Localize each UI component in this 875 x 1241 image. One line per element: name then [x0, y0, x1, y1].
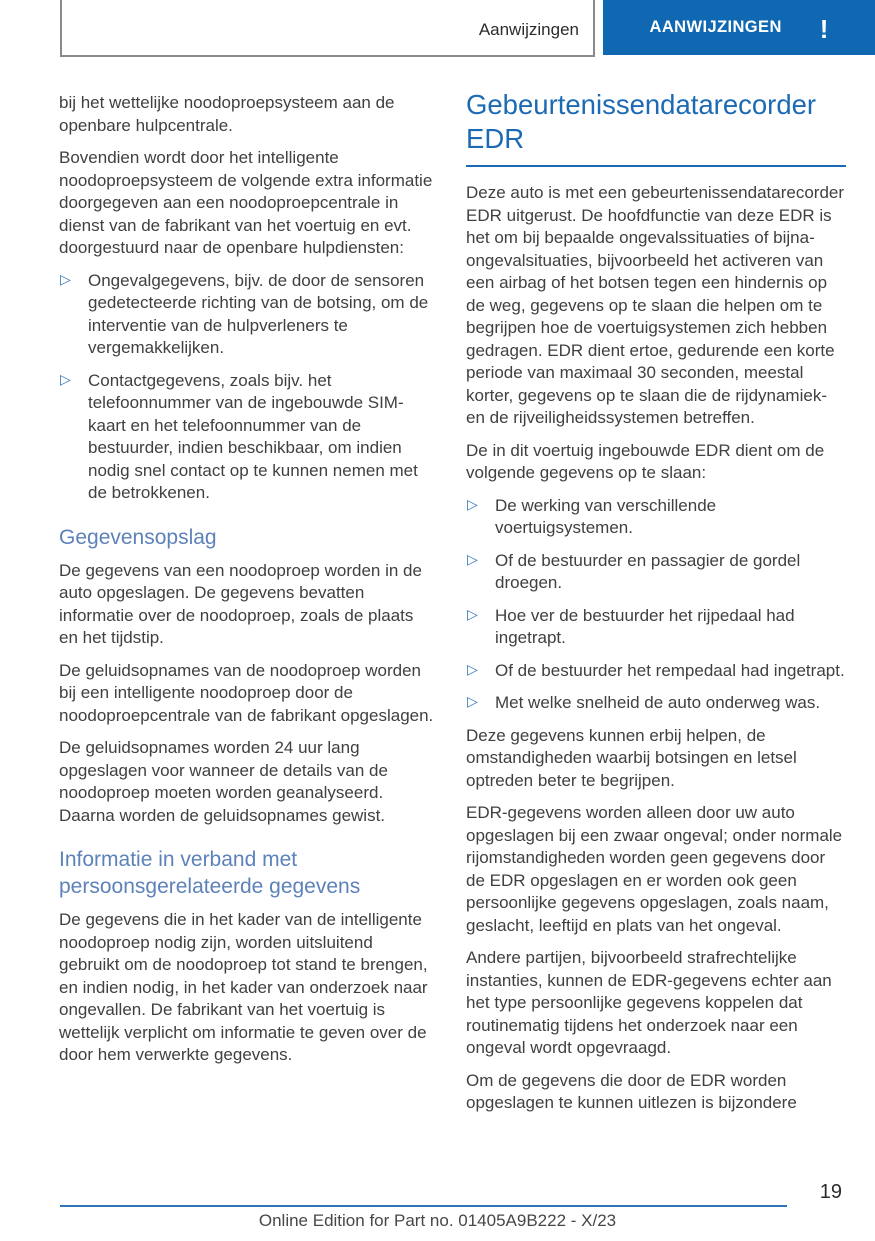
- paragraph: Bovendien wordt door het intelligente noodoproepsysteem de volgende extra informatie doorgegeven aan een noodoproepcentrale in dienst van de fabrikant van het voertuig en evt. doorgestuurd naar de openbare hulpdiensten:: [59, 148, 433, 257]
- section-heading-gegevensopslag: Gegevensopslag: [59, 525, 217, 549]
- bullet-text: De werking van verschillende voertuigsystemen.: [495, 495, 717, 537]
- bullet-item: [59, 270, 436, 360]
- chapter-title-rule: [466, 165, 846, 167]
- right-column: [466, 88, 846, 1125]
- paragraph: De gegevens die in het kader van de intelligente noodoproep nodig zijn, worden uitsluitend gebruikt om de noodoproep tot stand te brengen, en indien nodig, in het kader van onderzoek naar ongevallen. De fabrikant van het voertuig is wettelijk verplicht om informatie te geven over de door hem verwerkte gegevens.: [59, 910, 428, 1064]
- left-column: [59, 92, 436, 1077]
- paragraph: Deze auto is met een gebeurtenissendatarecorder EDR uitgerust. De hoofdfunctie van deze EDR is het om bij bepaalde ongevalssituaties of bijna-ongevalsituaties, bijvoorbeeld het activeren van een airbag of het botsen tegen een hindernis op de weg, gegevens op te slaan die helpen om te begrijpen hoe de voertuigsystemen zich hebben gedragen. EDR dient ertoe, gedurende een korte periode van maximaal 30 seconden, meestal korter, gegevens op te slaan die de rijdynamiek- en de rijveiligheidssystemen betreffen.: [466, 183, 845, 427]
- bullet-item: [466, 495, 846, 540]
- bullet-list: [466, 495, 846, 715]
- bullet-item: [466, 550, 846, 595]
- header-box: [60, 0, 595, 57]
- bullet-text: Of de bestuurder en passagier de gordel droegen.: [495, 550, 801, 592]
- paragraph: De geluidsopnames worden 24 uur lang opgeslagen voor wanneer de details van de noodoproep moeten worden geanalyseerd. Daarna worden de geluidsopnames gewist.: [59, 738, 388, 825]
- triangle-bullet-icon: ▷: [60, 271, 71, 288]
- paragraph: De geluidsopnames van de noodoproep worden bij een intelligente noodoproep door de noodoproepcentrale van de fabrikant opgeslagen.: [59, 660, 434, 725]
- bullet-item: [466, 660, 846, 683]
- triangle-bullet-icon: ▷: [467, 661, 478, 678]
- bullet-text: Hoe ver de bestuurder het rijpedaal had ingetrapt.: [495, 605, 795, 647]
- bullet-text: Of de bestuurder het rempedaal had ingetrapt.: [495, 660, 845, 680]
- chapter-tab: [603, 0, 875, 55]
- triangle-bullet-icon: ▷: [467, 496, 478, 513]
- chapter-title: Gebeurtenissendatarecorder EDR: [466, 89, 817, 154]
- chapter-tab-label: AANWIJZINGEN: [649, 18, 782, 36]
- triangle-bullet-icon: ▷: [467, 606, 478, 623]
- page-number: 19: [819, 1181, 842, 1203]
- exclamation-icon: !: [819, 13, 829, 44]
- section-heading-persoonsgegevens: Informatie in verband met persoonsgerelateerde gegevens: [59, 848, 361, 898]
- paragraph: Om de gegevens die door de EDR worden opgeslagen te kunnen uitlezen is bijzondere: [466, 1070, 797, 1112]
- header-running-title: Aanwijzingen: [478, 19, 579, 39]
- triangle-bullet-icon: ▷: [467, 551, 478, 568]
- paragraph: EDR-gegevens worden alleen door uw auto opgeslagen bij een zwaar ongeval; onder normale rijomstandigheden worden geen gegevens door de EDR opgeslagen en er worden ook geen persoonlijke gegevens opgeslagen, zoals naam, geslacht, leeftijd en plats van het ongeval.: [466, 803, 843, 935]
- bullet-item: [59, 370, 436, 505]
- bullet-item: [466, 692, 846, 715]
- footer-edition-text: Online Edition for Part no. 01405A9B222 - X/23: [258, 1211, 617, 1230]
- bullet-item: [466, 605, 846, 650]
- footer-rule: [60, 1205, 787, 1207]
- triangle-bullet-icon: ▷: [467, 694, 478, 710]
- triangle-bullet-icon: ▷: [60, 371, 71, 388]
- paragraph: Andere partijen, bijvoorbeeld strafrechtelijke instanties, kunnen de EDR-gegevens echter aan het type persoonlijke gegevens koppelen dat routinematig tijdens het onderzoek naar een ongeval wordt opgevraagd.: [466, 948, 832, 1057]
- bullet-text: Met welke snelheid de auto onderweg was.: [495, 693, 821, 712]
- paragraph: Deze gegevens kunnen erbij helpen, de omstandigheden waarbij botsingen en letsel optreden beter te begrijpen.: [466, 725, 797, 790]
- bullet-text: Ongevalgegevens, bijv. de door de sensoren gedetecteerde richting van de botsing, om de interventie van de hulpverleners te vergemakkelijken.: [88, 270, 429, 357]
- paragraph: De gegevens van een noodoproep worden in de auto opgeslagen. De gegevens bevatten informatie over de noodoproep, zoals de plaats en het tijdstip.: [59, 560, 422, 647]
- bullet-text: Contactgegevens, zoals bijv. het telefoonnummer van de ingebouwde SIM-kaart en het telefoonnummer van de bestuurder, indien beschikbaar, om indien nodig snel contact op te kunnen nemen met de betrokkenen.: [88, 370, 418, 502]
- paragraph: bij het wettelijke noodoproepsysteem aan de openbare hulpcentrale.: [59, 93, 395, 135]
- paragraph: De in dit voertuig ingebouwde EDR dient om de volgende gegevens op te slaan:: [466, 440, 825, 482]
- bullet-list: [59, 270, 436, 505]
